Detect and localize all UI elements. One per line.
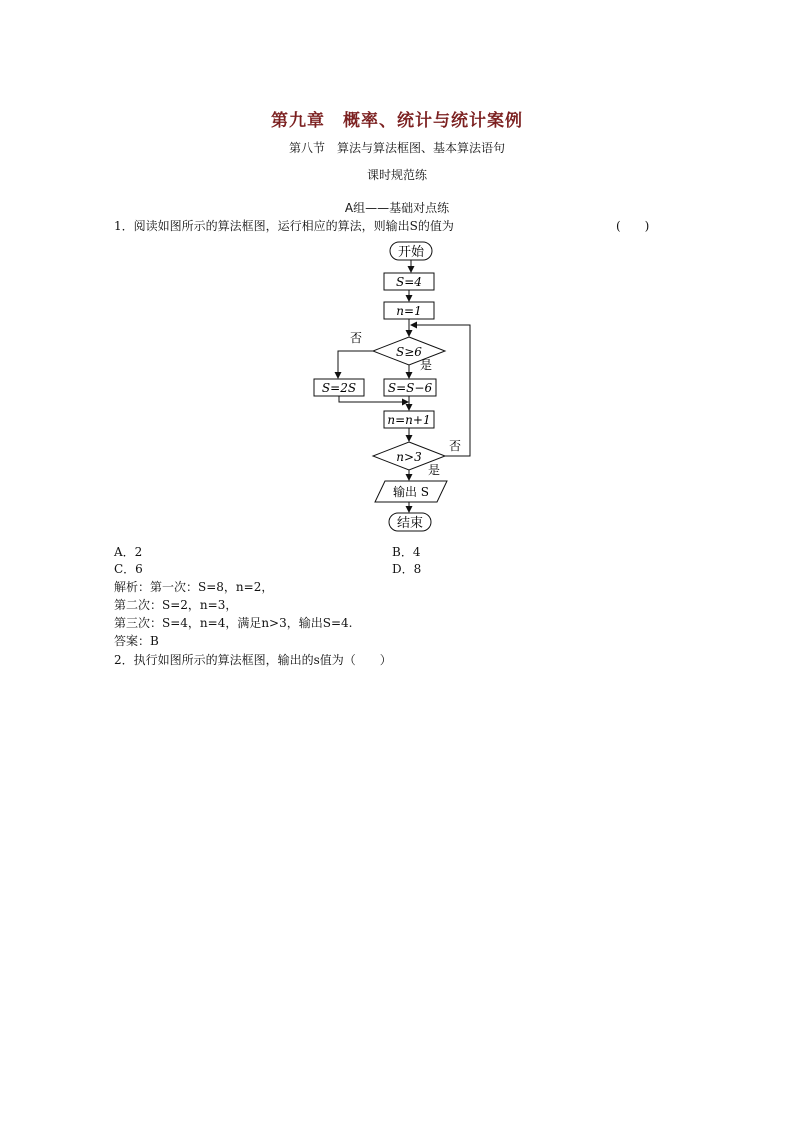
flowchart-start-label: 开始 [397, 245, 425, 260]
flowchart-cond1-yes-label: 是 [420, 358, 433, 372]
flowchart-double-label: S=2S [321, 381, 357, 395]
flowchart-minus-label: S=S−6 [387, 381, 433, 395]
flowchart [300, 236, 500, 536]
flowchart-condition-s-label: S≥6 [396, 345, 422, 359]
question-1-stem: 1．阅读如图所示的算法框图，运行相应的算法，则输出S的值为 [114, 219, 454, 233]
section-title: 第八节 算法与算法框图、基本算法语句 [288, 141, 505, 155]
option-b: B．4 [392, 545, 421, 559]
solution-line-2: 第二次：S=2，n=3， [114, 598, 238, 612]
practice-title: 课时规范练 [366, 168, 427, 182]
flowchart-condition-n-label: n>3 [396, 450, 422, 464]
flowchart-cond2-yes-label: 是 [428, 463, 441, 477]
flowchart-end-label: 结束 [396, 516, 424, 531]
option-c: C．6 [114, 562, 143, 576]
flowchart-cond2-no-label: 否 [449, 439, 462, 453]
solution-line-3: 第三次：S=4，n=4，满足n>3，输出S=4. [114, 616, 353, 630]
option-a: A．2 [114, 545, 143, 559]
flowchart-init-n-label: n=1 [396, 304, 422, 318]
question-1-answer-bracket: ( ) [616, 219, 650, 233]
answer-line: 答案：B [114, 634, 159, 648]
chapter-title: 第九章 概率、统计与统计案例 [271, 111, 523, 131]
flowchart-output-label: 输出 S [392, 485, 430, 499]
flowchart-increment-label: n=n+1 [387, 413, 431, 427]
question-2-stem: 2．执行如图所示的算法框图，输出的s值为（ ） [114, 653, 392, 667]
flowchart-cond1-no-label: 否 [350, 331, 363, 345]
flowchart-init-s-label: S=4 [396, 275, 422, 289]
group-title: A组——基础对点练 [344, 201, 450, 215]
option-d: D．8 [392, 562, 422, 576]
solution-line-1: 解析：第一次：S=8，n=2， [114, 580, 274, 594]
